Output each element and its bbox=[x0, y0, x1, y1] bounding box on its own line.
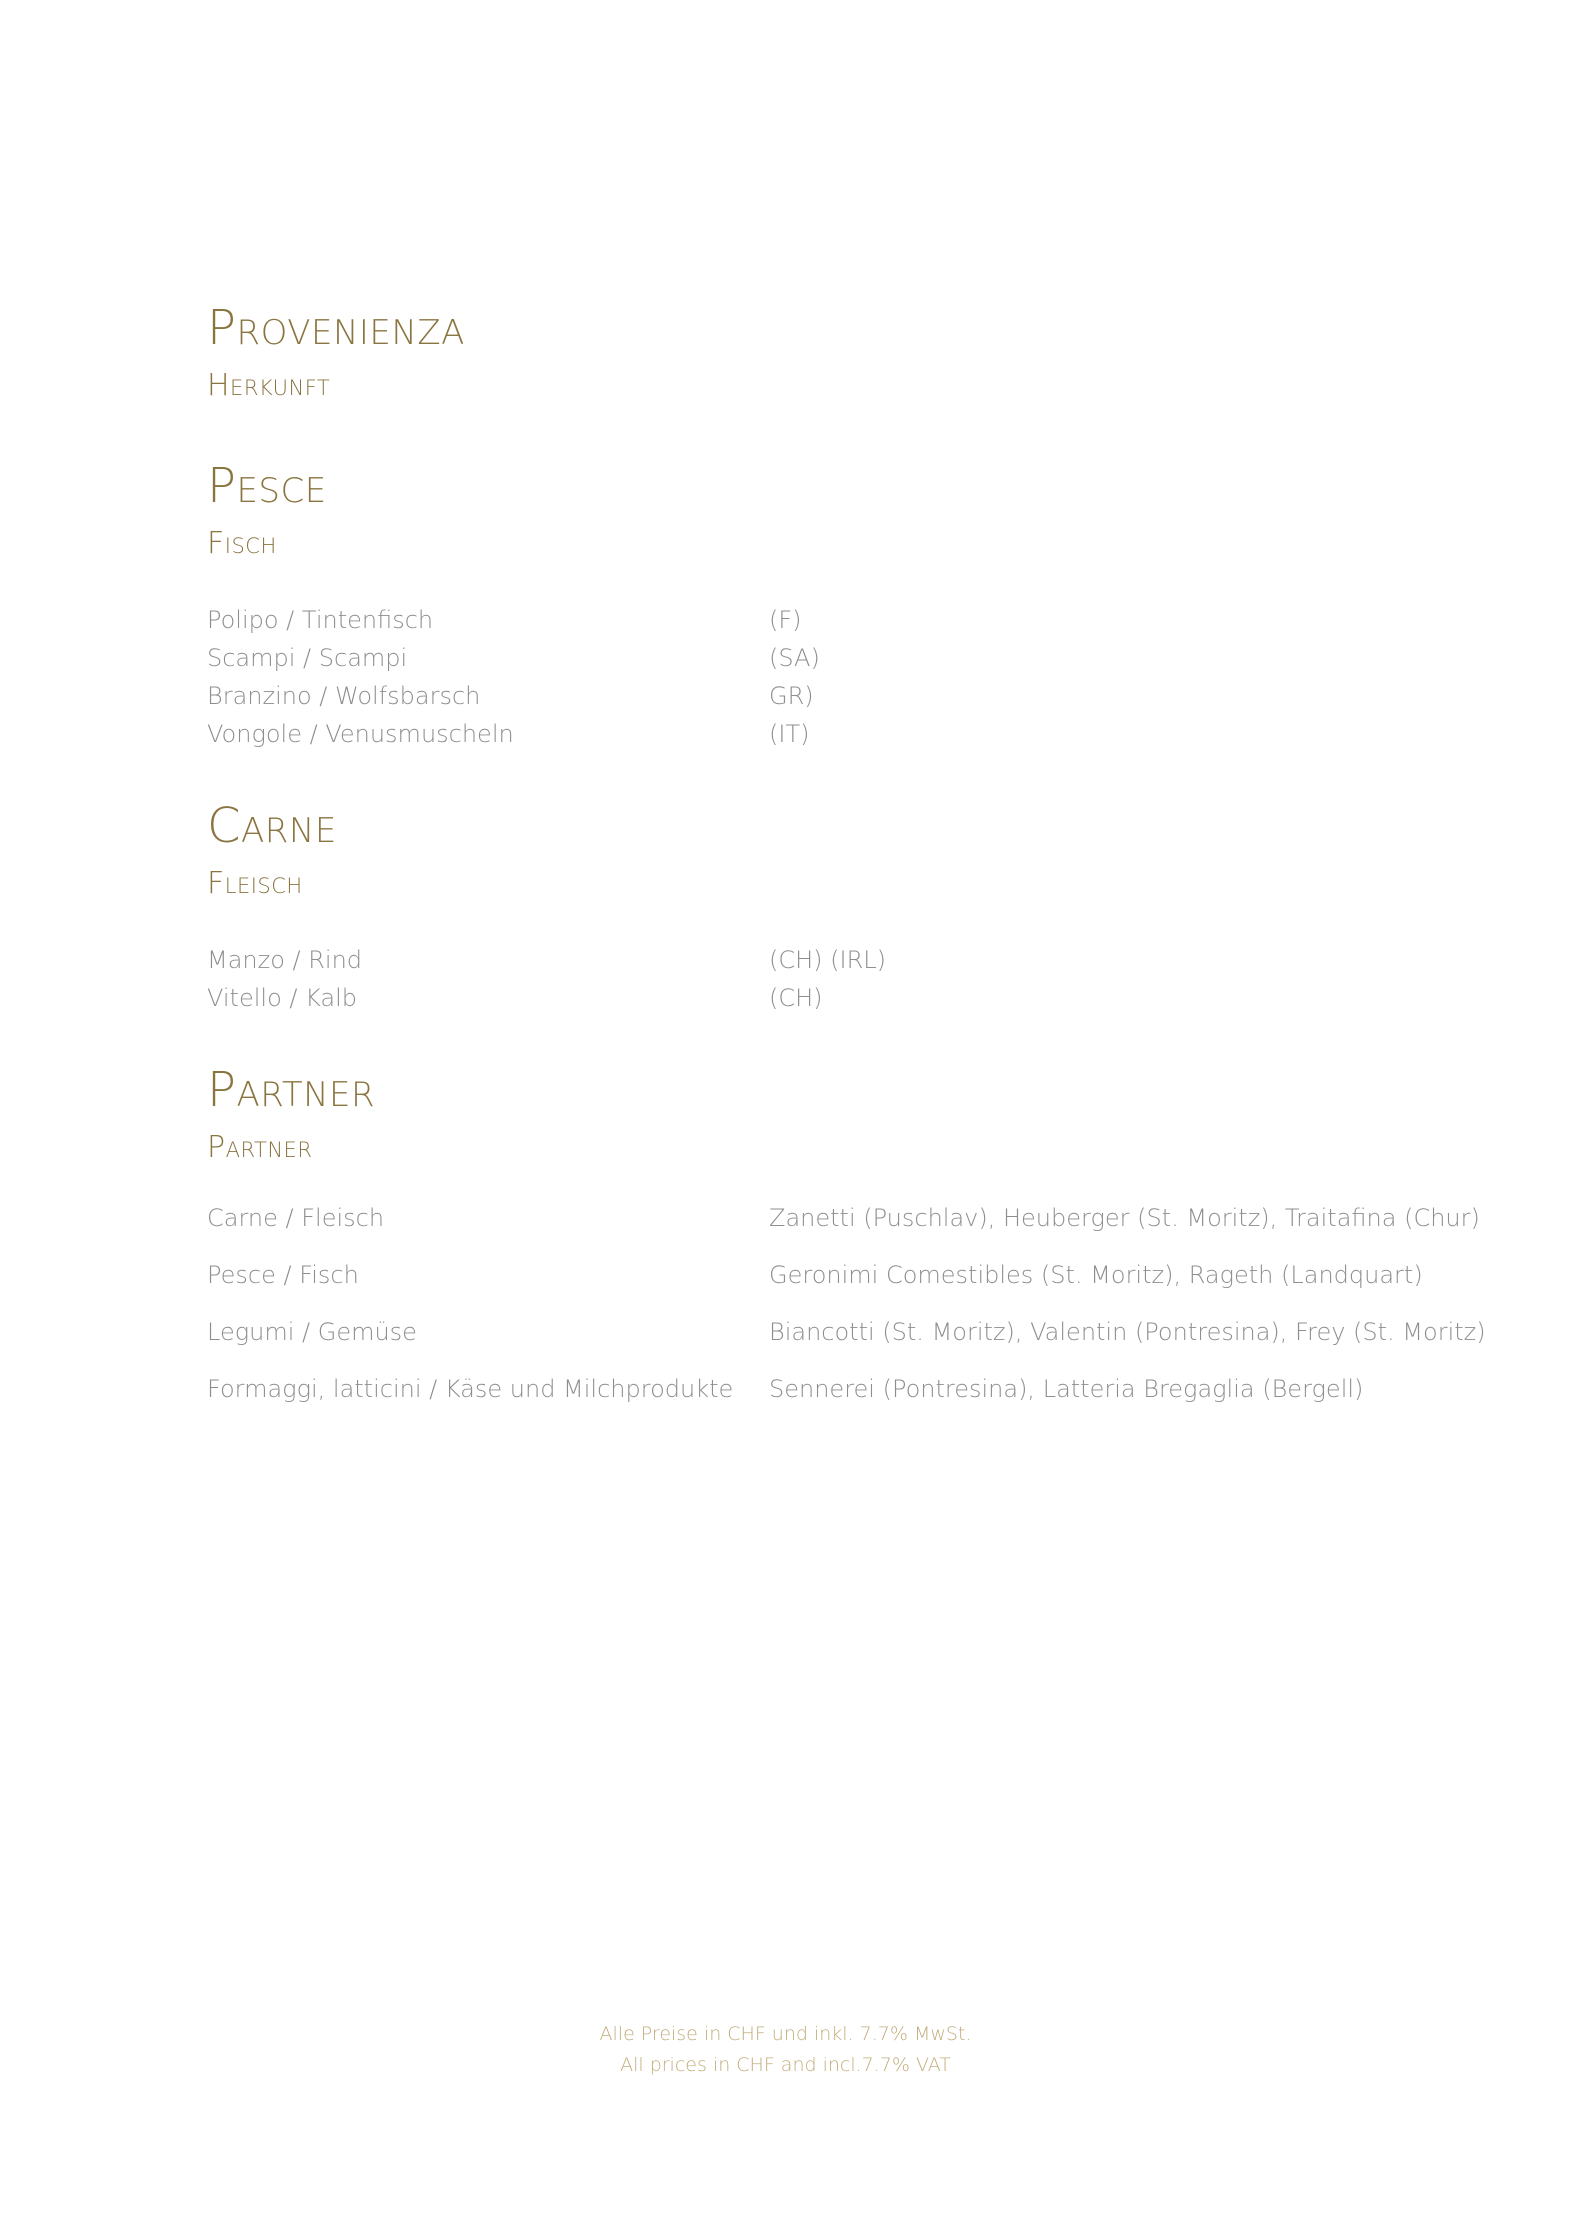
partner-suppliers: Geronimi Comestibles (St. Moritz), Rageth (Landquart) bbox=[769, 1261, 1423, 1289]
item-origin: (CH) (IRL) bbox=[769, 946, 887, 974]
partner-suppliers: Biancotti (St. Moritz), Valentin (Pontresina), Frey (St. Moritz) bbox=[769, 1318, 1486, 1346]
page-title: Provenienza bbox=[207, 300, 465, 356]
item-origin: (F) bbox=[769, 606, 802, 634]
item-origin: (SA) bbox=[769, 644, 820, 672]
partner-suppliers: Zanetti (Puschlav), Heuberger (St. Moritz), Traitafina (Chur) bbox=[769, 1204, 1480, 1232]
item-name: Branzino / Wolfsbarsch bbox=[207, 682, 481, 710]
page-subtitle: Herkunft bbox=[207, 368, 331, 403]
partner-row bbox=[207, 1261, 1437, 1297]
item-name: Vitello / Kalb bbox=[207, 984, 358, 1012]
footer-vat-note-en: All prices in CHF and incl.7.7% VAT bbox=[620, 2054, 951, 2076]
partner-category: Carne / Fleisch bbox=[207, 1204, 385, 1232]
item-name: Scampi / Scampi bbox=[207, 644, 408, 672]
section-subheading-fleisch: Fleisch bbox=[207, 866, 303, 901]
partner-category: Pesce / Fisch bbox=[207, 1261, 359, 1289]
partner-row bbox=[207, 1318, 1486, 1354]
partner-category: Legumi / Gemüse bbox=[207, 1318, 417, 1346]
partner-category: Formaggi, latticini / Käse und Milchprodukte bbox=[207, 1375, 734, 1403]
list-item bbox=[207, 984, 1437, 1020]
footer-vat-note-de: Alle Preise in CHF und inkl. 7.7% MwSt. bbox=[599, 2023, 972, 2045]
partner-suppliers: Sennerei (Pontresina), Latteria Bregaglia (Bergell) bbox=[769, 1375, 1364, 1403]
list-item bbox=[207, 682, 1437, 718]
list-item bbox=[207, 720, 1437, 756]
section-subheading-fisch: Fisch bbox=[207, 526, 277, 561]
item-name: Manzo / Rind bbox=[207, 946, 363, 974]
item-origin: GR) bbox=[769, 682, 814, 710]
section-subheading-partner: Partner bbox=[207, 1130, 313, 1165]
item-name: Polipo / Tintenfisch bbox=[207, 606, 434, 634]
section-heading-pesce: Pesce bbox=[207, 458, 327, 514]
partner-row bbox=[207, 1204, 1480, 1240]
section-heading-partner: Partner bbox=[207, 1062, 376, 1118]
list-item bbox=[207, 644, 1437, 680]
partner-row bbox=[207, 1375, 1437, 1411]
item-origin: (IT) bbox=[769, 720, 810, 748]
section-heading-carne: Carne bbox=[207, 798, 337, 854]
list-item bbox=[207, 606, 1437, 642]
item-name: Vongole / Venusmuscheln bbox=[207, 720, 514, 748]
item-origin: (CH) bbox=[769, 984, 823, 1012]
list-item bbox=[207, 946, 1437, 982]
